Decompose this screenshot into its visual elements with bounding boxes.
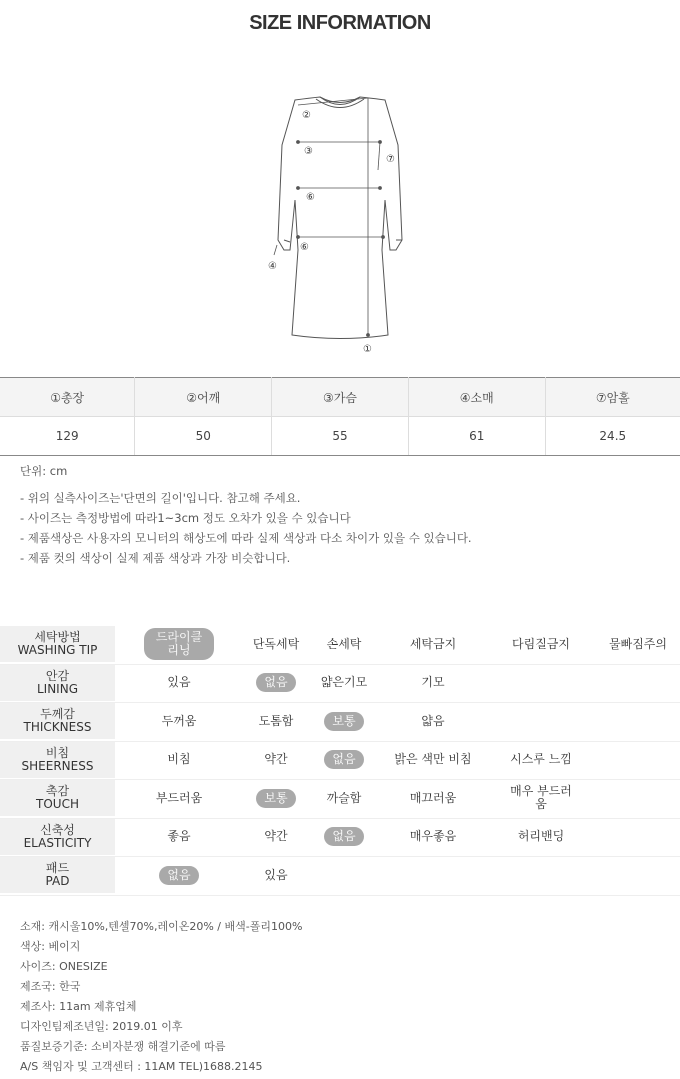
label-chest: ③ [304, 146, 313, 157]
care-option [241, 819, 311, 855]
care-row [0, 780, 680, 819]
care-row-label [0, 626, 115, 662]
info-as-contact: A/S 책임자 및 고객센터 : 11AM TEL)1688.2145 [20, 1060, 263, 1073]
care-option-text: 보통 [256, 789, 295, 808]
label-hem: ⑥ [300, 242, 309, 253]
info-country: 제조국: 한국 [20, 980, 81, 993]
care-option-text: 밝은 색만 비침 [394, 752, 472, 766]
care-option-text: 매끄러움 [409, 790, 457, 805]
care-option-text: 드라이클리닝 [144, 628, 214, 660]
care-option [393, 780, 473, 816]
care-option-text: 얇음 [421, 713, 445, 728]
info-manufacturer: 제조사: 11am 제휴업체 [20, 1000, 137, 1013]
care-row-label [0, 665, 115, 701]
care-label-en: WASHING TIP [17, 643, 98, 657]
care-option [506, 742, 576, 778]
care-option [506, 819, 576, 855]
product-info-list [20, 917, 302, 1077]
care-option [393, 742, 473, 778]
care-row-label [0, 703, 115, 739]
care-option-text: 있음 [264, 867, 288, 882]
care-option [393, 665, 473, 701]
care-option [144, 665, 214, 701]
care-row-label [0, 780, 115, 816]
care-row-label [0, 742, 115, 778]
info-size: 사이즈: ONESIZE [20, 960, 108, 973]
care-option-text: 매우좋음 [409, 829, 457, 843]
care-option-text: 없음 [324, 750, 363, 769]
care-option-text: 없음 [324, 827, 363, 846]
care-option [314, 626, 374, 662]
care-option-selected [314, 742, 374, 778]
header-sleeve: ④소매 [408, 378, 545, 417]
care-option-selected [241, 780, 311, 816]
care-option-text: 없음 [256, 673, 295, 692]
info-material: 소재: 캐시울10%,텐셀70%,레이온20% / 배색-폴리100% [20, 920, 303, 933]
care-option [506, 626, 576, 662]
care-label-en: PAD [45, 874, 70, 888]
care-option [393, 703, 473, 739]
care-option-text: 까슬함 [326, 790, 362, 805]
care-option [144, 703, 214, 739]
care-label-ko: 패드 [45, 861, 70, 875]
label-sleeve: ④ [268, 261, 277, 272]
care-label-en: THICKNESS [23, 720, 92, 734]
care-row [0, 665, 680, 704]
care-label-ko: 안감 [45, 668, 70, 683]
note-item: - 사이즈는 측정방법에 따라1~3cm 정도 오차가 있을 수 있습니다 [20, 511, 351, 525]
unit-label: 단위: cm [20, 464, 68, 478]
size-table-header [0, 378, 680, 417]
care-row-label [0, 819, 115, 855]
care-option-selected [314, 819, 374, 855]
info-warranty: 품질보증기준: 소비자분쟁 해결기준에 따름 [20, 1040, 226, 1053]
care-row [0, 742, 680, 781]
value-armhole: 24.5 [545, 417, 680, 456]
label-length: ① [363, 344, 372, 355]
care-option-selected [144, 857, 214, 893]
care-option [241, 703, 311, 739]
care-option-text: 두꺼움 [161, 713, 197, 728]
header-shoulder: ②어깨 [135, 378, 272, 417]
care-option-selected [144, 626, 214, 662]
note-item: - 제품 컷의 색상이 실제 제품 색상과 가장 비슷합니다. [20, 551, 291, 565]
care-row [0, 626, 680, 665]
value-shoulder: 50 [135, 417, 272, 456]
value-length: 129 [0, 417, 135, 456]
care-label-ko: 신축성 [40, 822, 75, 837]
care-option-text: 세탁금지 [409, 636, 457, 651]
care-row [0, 819, 680, 858]
header-armhole: ⑦암홀 [545, 378, 680, 417]
care-option [144, 780, 214, 816]
care-option-text: 약간 [264, 752, 288, 766]
care-option-text: 기모 [421, 675, 445, 689]
care-option-text: 부드러움 [155, 790, 203, 805]
care-option-text: 매우 부드러움 [510, 784, 572, 811]
care-option-text: 다림질금지 [512, 636, 570, 651]
care-option [144, 742, 214, 778]
care-option-text: 좋음 [167, 829, 191, 843]
info-date: 디자인팀제조년일: 2019.01 이후 [20, 1020, 183, 1033]
care-label-en: TOUCH [36, 797, 79, 811]
size-table [0, 377, 680, 456]
value-chest: 55 [272, 417, 409, 456]
care-label-ko: 세탁방법 [34, 630, 81, 644]
header-chest: ③가슴 [272, 378, 409, 417]
note-item: - 위의 실측사이즈는'단면의 길이'입니다. 참고해 주세요. [20, 491, 301, 505]
care-option [506, 780, 576, 816]
label-shoulder: ② [302, 110, 311, 121]
label-armhole: ⑦ [386, 154, 395, 165]
care-option-text: 도톰함 [258, 713, 294, 728]
value-sleeve: 61 [408, 417, 545, 456]
care-option-text: 약간 [264, 829, 288, 843]
care-option-text: 허리밴딩 [517, 829, 565, 843]
care-option-text: 비침 [167, 752, 191, 766]
care-option [144, 819, 214, 855]
care-option [241, 742, 311, 778]
care-option-selected [314, 703, 374, 739]
garment-diagram [250, 90, 430, 360]
care-row [0, 703, 680, 742]
care-option [314, 665, 374, 701]
header-length: ①총장 [0, 378, 135, 417]
page-title: SIZE INFORMATION [249, 12, 431, 34]
care-label-ko: 두께감 [40, 707, 75, 721]
care-option [314, 780, 374, 816]
care-option-text: 손세탁 [326, 636, 362, 651]
care-option-text: 보통 [324, 712, 363, 731]
care-label-en: LINING [36, 681, 78, 696]
care-option [393, 819, 473, 855]
care-option-text: 있음 [167, 675, 191, 689]
care-option-text: 단독세탁 [252, 636, 300, 651]
care-row [0, 857, 680, 896]
care-option [241, 857, 311, 893]
care-row-label [0, 857, 115, 893]
care-label-en: SHEERNESS [21, 758, 94, 773]
label-waist: ⑥ [306, 192, 315, 203]
care-option-text: 얇은기모 [320, 675, 368, 689]
care-option [393, 626, 473, 662]
care-option-text: 없음 [159, 866, 198, 885]
note-item: - 제품색상은 사용자의 모니터의 해상도에 따라 실제 색상과 다소 차이가 있을 수 있습니다. [20, 531, 472, 545]
care-option-selected [241, 665, 311, 701]
care-label-ko: 촉감 [45, 784, 70, 798]
care-label-ko: 비침 [45, 745, 70, 760]
care-table [0, 626, 680, 896]
care-option [598, 626, 678, 662]
info-color: 색상: 베이지 [20, 940, 81, 953]
care-option-text: 시스루 느낌 [510, 752, 572, 766]
notes-list [20, 488, 472, 568]
size-table-row [0, 417, 680, 456]
care-label-en: ELASTICITY [23, 835, 92, 850]
care-option [241, 626, 311, 662]
care-option-text: 물빠짐주의 [609, 636, 667, 651]
